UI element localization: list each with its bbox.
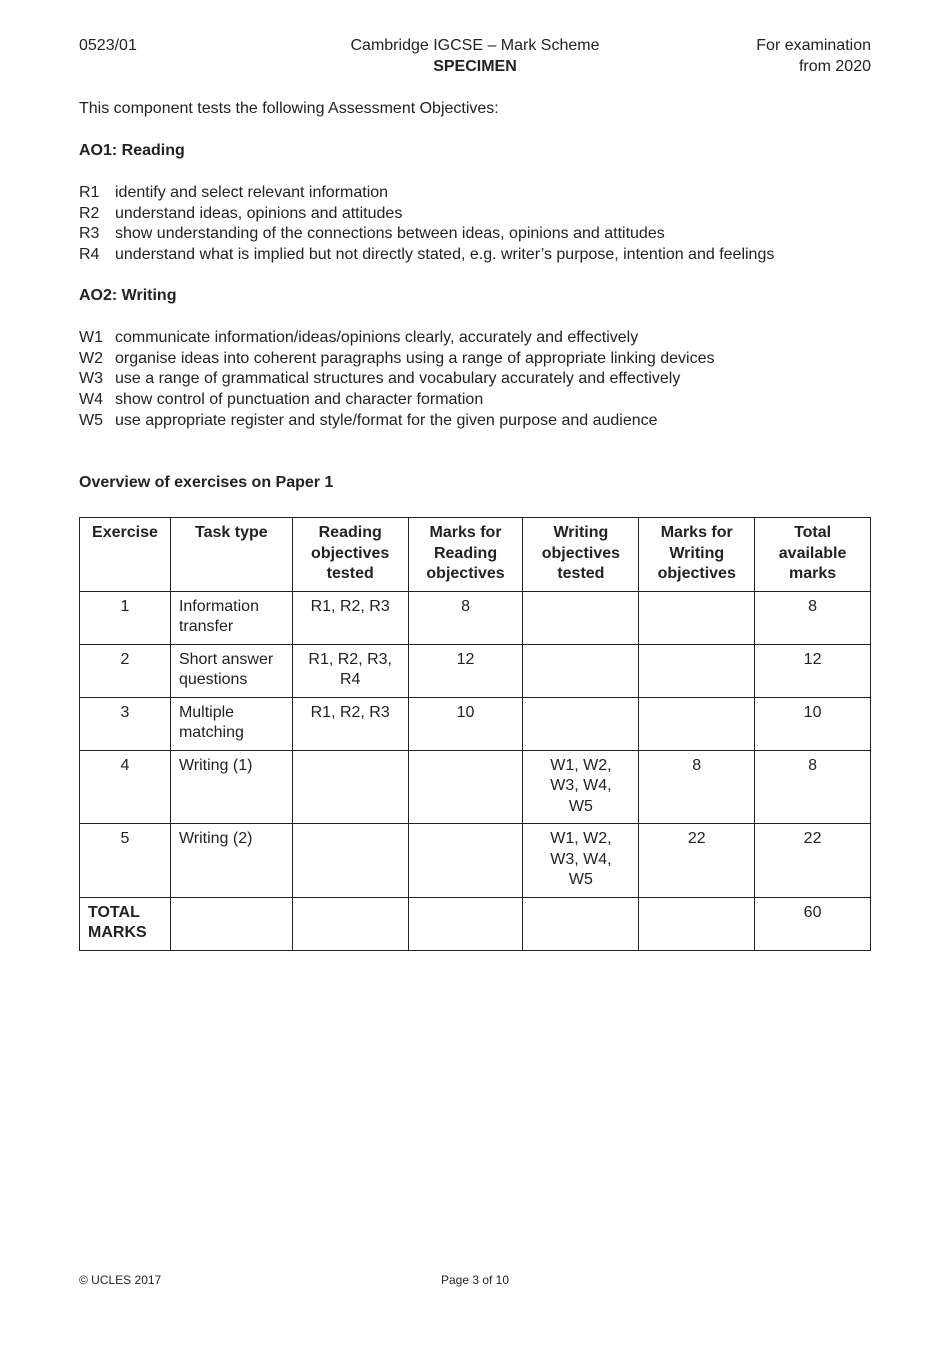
objective-code: R2 (79, 204, 100, 222)
cell-exercise: 2 (80, 644, 171, 697)
cell-empty (523, 897, 639, 950)
objective-code: W5 (79, 411, 103, 429)
objective-text: show understanding of the connections between ideas, opinions and attitudes (115, 225, 665, 243)
header-line: Exercise (92, 524, 158, 541)
header-line: Writing (553, 524, 609, 541)
objective-code: W1 (79, 329, 103, 346)
cell-reading-objectives (292, 750, 408, 824)
header-task-type (170, 518, 292, 592)
cell-writing-objectives (523, 750, 639, 824)
cell-line: R4 (339, 671, 361, 688)
cell-line: transfer (178, 618, 234, 635)
header-line: available (778, 544, 847, 562)
cell-task-type (170, 697, 292, 750)
cell-line: W1, W2, (550, 756, 612, 774)
exam-year (756, 35, 871, 77)
objective-text: organise ideas into coherent paragraphs using a range of appropriate linking devices (115, 349, 715, 367)
intro-text: This component tests the following Assessment Objectives: (79, 100, 499, 117)
title-text: Cambridge IGCSE – Mark Scheme (350, 37, 600, 54)
objective-code: W2 (79, 349, 103, 367)
exam-line-1: For examination (756, 37, 871, 54)
cell-reading-marks: 10 (408, 697, 523, 750)
header-line: Reading (433, 544, 498, 562)
header-writing-objectives (523, 518, 639, 592)
header-reading-objectives (292, 518, 408, 592)
table-row (80, 644, 871, 697)
cell-line: R1, R2, R3, (308, 650, 392, 668)
cell-line: TOTAL (88, 903, 140, 921)
cell-task-type (170, 824, 292, 898)
header-line: objectives (657, 565, 736, 582)
cell-total: 8 (755, 591, 871, 644)
table-row (80, 824, 871, 898)
header-line: tested (326, 565, 374, 582)
cell-total: 22 (755, 824, 871, 898)
cell-task-type (170, 750, 292, 824)
cell-task-type (170, 644, 292, 697)
header-reading-marks (408, 518, 523, 592)
objective-item (79, 349, 879, 370)
ao1-heading: AO1: Reading (79, 142, 185, 159)
header-exercise (80, 518, 171, 592)
header-line: Writing (669, 544, 725, 562)
cell-reading-marks: 8 (408, 591, 523, 644)
header-line: Reading (318, 524, 382, 541)
objective-code: W4 (79, 391, 103, 409)
overview-table (79, 517, 871, 951)
objective-text: use a range of grammatical structures and vocabulary accurately and effectively (115, 370, 681, 388)
cell-line: R1, R2, R3 (310, 597, 390, 615)
objective-text: use appropriate register and style/format for the given purpose and audience (115, 411, 658, 429)
header-line: objectives (541, 544, 621, 562)
cell-line: matching (178, 724, 244, 741)
cell-writing-marks (639, 697, 755, 750)
header-line: Total (794, 524, 832, 541)
cell-grand-total: 60 (755, 897, 871, 950)
cell-exercise: 4 (80, 750, 171, 824)
objective-item (79, 328, 879, 349)
header-total-marks (755, 518, 871, 592)
table-row (80, 697, 871, 750)
cell-reading-objectives (292, 644, 408, 697)
exam-code: 0523/01 (79, 37, 137, 54)
header-line: Marks for (660, 524, 733, 541)
cell-line: W5 (568, 797, 593, 815)
objective-code: R3 (79, 225, 100, 243)
cell-line: W3, W4, (550, 850, 612, 868)
header-line: objectives (426, 565, 505, 582)
cell-total-label (80, 897, 171, 950)
objective-item (79, 245, 879, 266)
table-row (80, 591, 871, 644)
cell-writing-objectives (523, 591, 639, 644)
cell-empty (639, 897, 755, 950)
header-line: Task type (195, 524, 268, 541)
cell-writing-objectives (523, 697, 639, 750)
cell-total: 12 (755, 644, 871, 697)
cell-exercise: 3 (80, 697, 171, 750)
exam-line-2: from 2020 (798, 58, 871, 75)
cell-empty (170, 897, 292, 950)
objective-text: show control of punctuation and character formation (115, 391, 484, 409)
header-line: marks (789, 565, 837, 582)
header-line: tested (557, 565, 605, 582)
header-writing-marks (639, 518, 755, 592)
objective-item (79, 204, 879, 225)
cell-reading-objectives (292, 697, 408, 750)
cell-reading-marks: 12 (408, 644, 523, 697)
objective-code: R4 (79, 246, 100, 264)
cell-empty (292, 897, 408, 950)
cell-line: Writing (2) (178, 830, 253, 847)
objective-item (79, 224, 879, 245)
cell-line: Writing (1) (178, 756, 253, 774)
copyright: © UCLES 2017 (79, 1273, 162, 1287)
objective-code: W3 (79, 370, 103, 388)
cell-line: Information (178, 597, 259, 615)
cell-writing-marks (639, 591, 755, 644)
ao2-list (79, 328, 879, 432)
cell-line: Short answer (178, 650, 274, 668)
objective-item (79, 183, 879, 204)
cell-writing-objectives (523, 644, 639, 697)
table-header-row (80, 518, 871, 592)
cell-writing-marks: 22 (639, 824, 755, 898)
page-number: Page 3 of 10 (440, 1273, 510, 1287)
header-line: Marks for (429, 524, 502, 541)
objective-item (79, 411, 879, 432)
cell-empty (408, 897, 523, 950)
overview-heading: Overview of exercises on Paper 1 (79, 474, 334, 491)
cell-writing-marks: 8 (639, 750, 755, 824)
objective-text: understand ideas, opinions and attitudes (115, 204, 403, 222)
cell-reading-objectives (292, 824, 408, 898)
cell-reading-marks (408, 824, 523, 898)
objective-code: R1 (79, 184, 100, 201)
cell-line: R1, R2, R3 (310, 703, 390, 721)
total-row (80, 897, 871, 950)
cell-total: 8 (755, 750, 871, 824)
ao1-list (79, 183, 879, 266)
objective-item (79, 390, 879, 411)
cell-line: questions (178, 671, 248, 688)
objective-text: communicate information/ideas/opinions clearly, accurately and effectively (115, 329, 639, 346)
cell-line: MARKS (88, 924, 147, 941)
cell-line: W1, W2, (550, 830, 612, 847)
cell-task-type (170, 591, 292, 644)
ao2-heading: AO2: Writing (79, 287, 177, 304)
specimen-label: SPECIMEN (433, 58, 517, 75)
cell-writing-marks (639, 644, 755, 697)
cell-writing-objectives (523, 824, 639, 898)
objective-item (79, 369, 879, 390)
header-line: objectives (311, 544, 390, 562)
objective-text: identify and select relevant information (115, 184, 389, 201)
cell-reading-marks (408, 750, 523, 824)
cell-exercise: 5 (80, 824, 171, 898)
table-row (80, 750, 871, 824)
objective-text: understand what is implied but not directly stated, e.g. writer’s purpose, intention and feelings (115, 246, 775, 264)
cell-exercise: 1 (80, 591, 171, 644)
cell-line: W5 (568, 871, 593, 888)
cell-reading-objectives (292, 591, 408, 644)
cell-total: 10 (755, 697, 871, 750)
cell-line: Multiple (178, 703, 235, 721)
cell-line: W3, W4, (550, 777, 612, 794)
